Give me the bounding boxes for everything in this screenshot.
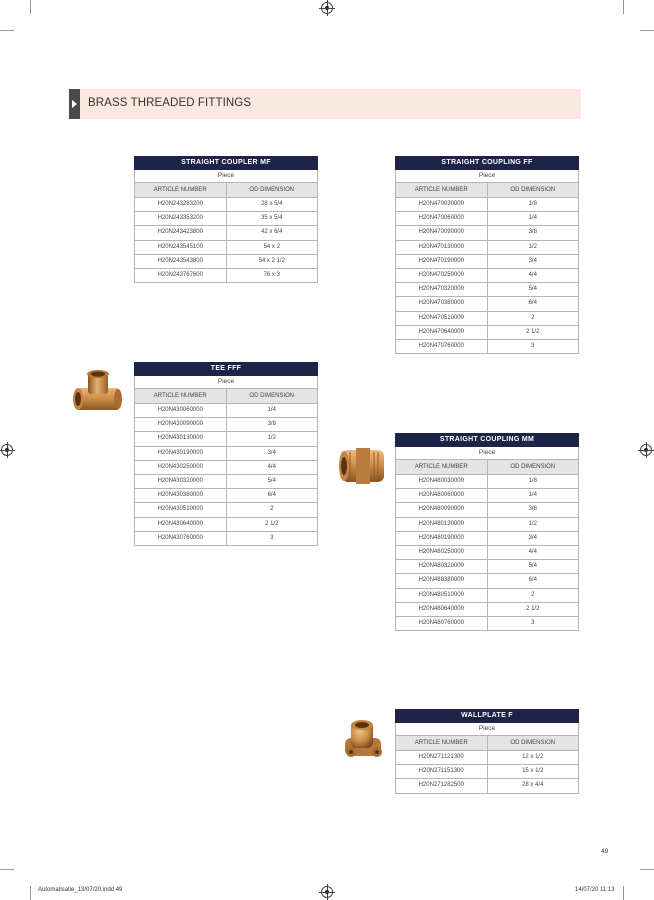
wallplate-image (337, 716, 387, 766)
column-header-od: OD DIMENSION (510, 740, 556, 746)
product-table (134, 362, 318, 546)
crop-mark (640, 869, 654, 870)
column-header-article: ARTICLE NUMBER (135, 183, 227, 197)
table-row (395, 751, 579, 765)
article-number-cell: H20N470760000 (396, 340, 488, 353)
od-dimension-cell: 5/4 (528, 563, 537, 570)
article-number-cell: H20N480250000 (396, 546, 488, 559)
od-dimension-cell: 3/8 (528, 506, 537, 513)
table-row (395, 297, 579, 311)
od-dimension-cell: 2 (531, 314, 535, 321)
table-row (134, 518, 318, 532)
table-row (395, 560, 579, 574)
table-column-header (134, 183, 318, 198)
table-row (134, 255, 318, 269)
od-dimension-cell: 3/4 (528, 257, 537, 264)
table-unit: Piece (134, 170, 318, 183)
article-number-cell: H20N271282500 (396, 779, 488, 792)
table-row (134, 212, 318, 226)
article-number-cell: H20N271121300 (396, 751, 488, 764)
crop-mark (623, 886, 624, 900)
table-row (395, 283, 579, 297)
crop-mark (0, 869, 14, 870)
column-header-article: ARTICLE NUMBER (396, 460, 488, 474)
table-unit: Piece (395, 170, 579, 183)
table-row (134, 404, 318, 418)
od-dimension-cell: 42 x 6/4 (261, 229, 283, 236)
column-header-article: ARTICLE NUMBER (396, 183, 488, 197)
od-dimension-cell: 2 1/2 (265, 520, 279, 527)
article-number-cell: H20N271151300 (396, 765, 488, 778)
od-dimension-cell: 1/4 (528, 492, 537, 499)
od-dimension-cell: 15 x 1/2 (522, 768, 544, 775)
od-dimension-cell: 1/8 (528, 478, 537, 484)
od-dimension-cell: 4/4 (267, 463, 276, 470)
section-title: BRASS THREADED FITTINGS (88, 97, 252, 109)
od-dimension-cell: 4/4 (528, 271, 537, 278)
od-dimension-cell: 3/8 (267, 421, 276, 428)
table-title: TEE FFF (134, 362, 318, 376)
table-row (395, 532, 579, 546)
crop-mark (640, 30, 654, 31)
table-row (395, 198, 579, 212)
product-table (395, 709, 579, 794)
crop-mark (30, 0, 31, 14)
od-dimension-cell: 3/8 (528, 229, 537, 236)
article-number-cell: H20N430760000 (135, 532, 227, 545)
product-table (134, 156, 318, 283)
article-number-cell: H20N480090000 (396, 503, 488, 516)
od-dimension-cell: 6/4 (267, 492, 276, 499)
article-number-cell: H20N470640000 (396, 326, 488, 339)
article-number-cell: H20N480760000 (396, 617, 488, 630)
page-number: 49 (601, 848, 609, 855)
column-header-od: OD DIMENSION (249, 187, 295, 193)
crop-mark (623, 0, 624, 14)
table-title: STRAIGHT COUPLING MM (395, 433, 579, 447)
od-dimension-cell: 5/4 (267, 477, 276, 484)
article-number-cell: H20N480190000 (396, 532, 488, 545)
section-header (69, 89, 581, 119)
od-dimension-cell: 28 x 4/4 (522, 782, 544, 789)
table-column-header (395, 736, 579, 751)
table-row (395, 255, 579, 269)
table-row (134, 269, 318, 283)
table-row (395, 340, 579, 354)
crop-mark (0, 30, 14, 31)
od-dimension-cell: 1/4 (528, 215, 537, 222)
table-row (395, 589, 579, 603)
article-number-cell: H20N470510000 (396, 312, 488, 325)
table-row (395, 503, 579, 517)
od-dimension-cell: 5/4 (528, 286, 537, 293)
article-number-cell: H20N243353200 (135, 212, 227, 225)
article-number-cell: H20N430090000 (135, 418, 227, 431)
od-dimension-cell: 2 1/2 (526, 328, 540, 335)
table-row (395, 546, 579, 560)
table-row (134, 503, 318, 517)
article-number-cell: H20N480130000 (396, 518, 488, 531)
article-number-cell: H20N470190000 (396, 255, 488, 268)
od-dimension-cell: 3 (531, 619, 535, 626)
article-number-cell: H20N470380000 (396, 297, 488, 310)
article-number-cell: H20N480380000 (396, 574, 488, 587)
od-dimension-cell: 1/2 (528, 520, 537, 527)
od-dimension-cell: 3 (531, 342, 535, 349)
table-row (395, 489, 579, 503)
table-row (134, 532, 318, 546)
od-dimension-cell: 1/8 (528, 201, 537, 207)
article-number-cell: H20N470130000 (396, 241, 488, 254)
od-dimension-cell: 2 (270, 506, 274, 513)
article-number-cell: H20N470030000 (396, 198, 488, 211)
article-number-cell: H20N243767600 (135, 269, 227, 282)
od-dimension-cell: 4/4 (528, 548, 537, 555)
od-dimension-cell: 2 1/2 (526, 605, 540, 612)
table-title: STRAIGHT COUPLING FF (395, 156, 579, 170)
table-row (134, 447, 318, 461)
article-number-cell: H20N430510000 (135, 503, 227, 516)
table-row (395, 518, 579, 532)
tee-fitting-image (70, 368, 126, 422)
table-unit: Piece (134, 376, 318, 389)
table-row (134, 198, 318, 212)
article-number-cell: H20N243545100 (135, 241, 227, 254)
table-title: WALLPLATE F (395, 709, 579, 723)
product-table (395, 156, 579, 354)
article-number-cell: H20N430640000 (135, 518, 227, 531)
od-dimension-cell: 76 x 3 (263, 271, 280, 278)
table-row (395, 269, 579, 283)
article-number-cell: H20N243543800 (135, 255, 227, 268)
od-dimension-cell: 2 (531, 591, 535, 598)
od-dimension-cell: 3/4 (528, 534, 537, 541)
od-dimension-cell: 3 (270, 534, 274, 541)
column-header-od: OD DIMENSION (510, 187, 556, 193)
footer-datetime: 14/07/20 11:13 (575, 887, 615, 893)
registration-mark-icon (321, 2, 333, 14)
table-row (134, 461, 318, 475)
table-row (395, 326, 579, 340)
od-dimension-cell: 28 x 5/4 (261, 201, 283, 207)
article-number-cell: H20N470320000 (396, 283, 488, 296)
table-title: STRAIGHT COUPLER MF (134, 156, 318, 170)
registration-mark-icon (321, 886, 333, 898)
article-number-cell: H20N430250000 (135, 461, 227, 474)
od-dimension-cell: 6/4 (528, 577, 537, 584)
straight-coupling-image (336, 440, 390, 492)
table-row (134, 241, 318, 255)
table-row (395, 617, 579, 631)
column-header-article: ARTICLE NUMBER (135, 389, 227, 403)
table-row (395, 779, 579, 793)
table-column-header (395, 460, 579, 475)
column-header-article: ARTICLE NUMBER (396, 736, 488, 750)
od-dimension-cell: 1/2 (528, 243, 537, 250)
article-number-cell: H20N480640000 (396, 603, 488, 616)
od-dimension-cell: 12 x 1/2 (522, 754, 544, 760)
table-row (395, 574, 579, 588)
article-number-cell: H20N470250000 (396, 269, 488, 282)
table-row (395, 475, 579, 489)
article-number-cell: H20N480060000 (396, 489, 488, 502)
article-number-cell: H20N480320000 (396, 560, 488, 573)
article-number-cell: H20N430380000 (135, 489, 227, 502)
table-row (395, 603, 579, 617)
article-number-cell: H20N243423800 (135, 226, 227, 239)
od-dimension-cell: 54 x 2 1/2 (258, 257, 285, 264)
od-dimension-cell: 1/2 (267, 435, 276, 442)
table-row (134, 432, 318, 446)
table-row (134, 489, 318, 503)
article-number-cell: H20N470090000 (396, 226, 488, 239)
table-unit: Piece (395, 723, 579, 736)
article-number-cell: H20N480030000 (396, 475, 488, 488)
article-number-cell: H20N430130000 (135, 432, 227, 445)
od-dimension-cell: 1/4 (267, 407, 276, 413)
table-unit: Piece (395, 447, 579, 460)
table-row (134, 475, 318, 489)
table-column-header (134, 389, 318, 404)
table-row (395, 212, 579, 226)
table-row (134, 418, 318, 432)
column-header-od: OD DIMENSION (510, 464, 556, 470)
footer-file-info: Automatisatie_13/07/20.indd 49 (38, 887, 123, 893)
table-row (395, 241, 579, 255)
od-dimension-cell: 3/4 (267, 449, 276, 456)
arrow-right-icon (69, 89, 80, 119)
table-row (395, 226, 579, 240)
article-number-cell: H20N430320000 (135, 475, 227, 488)
table-row (395, 765, 579, 779)
od-dimension-cell: 54 x 2 (263, 243, 280, 250)
table-row (395, 312, 579, 326)
od-dimension-cell: 6/4 (528, 300, 537, 307)
crop-mark (30, 886, 31, 900)
column-header-od: OD DIMENSION (249, 393, 295, 399)
table-row (134, 226, 318, 240)
article-number-cell: H20N470060000 (396, 212, 488, 225)
od-dimension-cell: 35 x 5/4 (261, 215, 283, 222)
article-number-cell: H20N480510000 (396, 589, 488, 602)
article-number-cell: H20N243283200 (135, 198, 227, 211)
product-table (395, 433, 579, 631)
registration-mark-icon (640, 444, 652, 456)
table-column-header (395, 183, 579, 198)
article-number-cell: H20N430060000 (135, 404, 227, 417)
registration-mark-icon (1, 444, 13, 456)
article-number-cell: H20N430190000 (135, 447, 227, 460)
